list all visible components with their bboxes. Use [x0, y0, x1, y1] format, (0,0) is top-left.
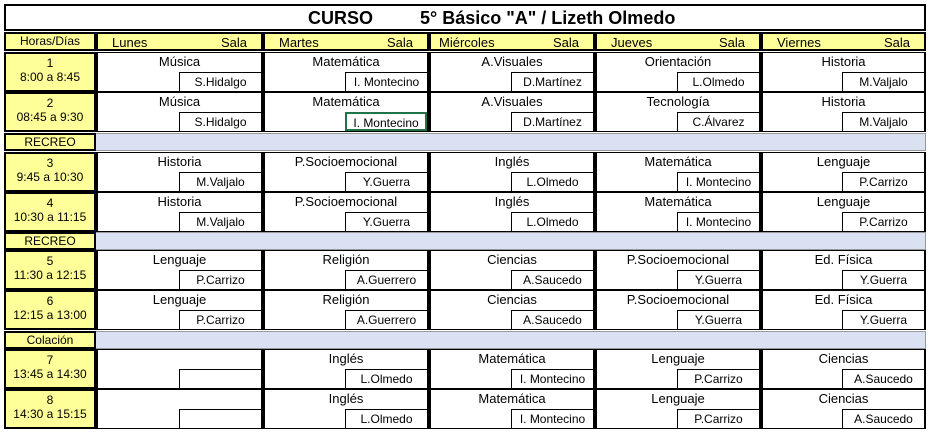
day-label: Martes — [279, 35, 319, 50]
break-band — [96, 232, 926, 250]
block-time-cell[interactable] — [4, 92, 96, 132]
block-time-cell[interactable] — [4, 349, 96, 389]
schedule-slot[interactable] — [96, 52, 263, 92]
schedule-slot[interactable] — [761, 92, 926, 132]
subject-name: Lenguaje — [651, 391, 705, 406]
schedule-slot[interactable] — [761, 290, 926, 330]
teacher-cell[interactable]: D.Martínez — [511, 112, 593, 131]
sala-label: Sala — [220, 35, 247, 50]
teacher-cell[interactable] — [179, 409, 261, 428]
teacher-cell[interactable]: L.Olmedo — [345, 369, 427, 388]
teacher-cell[interactable]: C.Álvarez — [677, 112, 759, 131]
teacher-cell[interactable]: L.Olmedo — [345, 409, 427, 428]
schedule-slot[interactable] — [429, 52, 595, 92]
teacher-cell[interactable]: S.Hidalgo — [179, 112, 261, 131]
day-header-jueves[interactable] — [595, 32, 761, 51]
subject-name: Inglés — [328, 351, 364, 366]
teacher-cell[interactable]: M.Valjalo — [842, 72, 924, 91]
schedule-slot[interactable] — [595, 389, 761, 429]
subject-name: Inglés — [494, 154, 530, 169]
schedule-slot[interactable] — [595, 192, 761, 232]
break-band — [96, 331, 926, 349]
subject-name: Inglés — [328, 391, 364, 406]
schedule-slot[interactable] — [761, 250, 926, 290]
subject-name: Lenguaje — [816, 194, 871, 209]
teacher-cell[interactable]: I. Montecino — [677, 172, 759, 191]
teacher-cell[interactable]: S.Hidalgo — [179, 72, 261, 91]
subject-name: Matemática — [644, 194, 712, 209]
subject-name: Tecnología — [646, 94, 710, 109]
block-number: 7 — [46, 353, 54, 367]
subject-name: Historia — [821, 54, 866, 69]
block-time: 8:00 a 8:45 — [19, 70, 81, 84]
subject-name: P.Socioemocional — [626, 252, 730, 267]
title-label: CURSO — [308, 8, 374, 28]
subject-name: Matemática — [478, 391, 546, 406]
teacher-cell[interactable]: M.Valjalo — [842, 112, 924, 131]
subject-name: P.Socioemocional — [626, 292, 730, 307]
schedule-slot[interactable] — [96, 389, 263, 429]
subject-name: Música — [158, 94, 201, 109]
teacher-cell[interactable]: P.Carrizo — [842, 172, 924, 191]
subject-name: Lenguaje — [816, 154, 871, 169]
block-number: 5 — [46, 254, 54, 268]
schedule-slot[interactable] — [595, 290, 761, 330]
teacher-cell[interactable]: Y.Guerra — [842, 310, 924, 329]
schedule-slot[interactable] — [761, 52, 926, 92]
teacher-cell[interactable]: L.Olmedo — [511, 212, 593, 231]
subject-name: Matemática — [478, 351, 546, 366]
sala-label: Sala — [883, 35, 910, 50]
subject-name: Ciencias — [818, 351, 869, 366]
hours-header[interactable] — [4, 32, 96, 51]
teacher-cell[interactable]: A.Saucedo — [842, 369, 924, 388]
schedule-slot[interactable] — [429, 290, 595, 330]
subject-name: Ciencias — [487, 252, 537, 267]
block-time: 11:30 a 12:15 — [13, 268, 87, 282]
subject-name: Historia — [157, 194, 202, 209]
teacher-cell[interactable]: I. Montecino — [511, 369, 593, 388]
schedule-slot[interactable] — [263, 52, 429, 92]
day-header-viernes[interactable] — [761, 32, 926, 51]
day-header-lunes[interactable] — [96, 32, 263, 51]
subject-name: Lenguaje — [651, 351, 705, 366]
schedule-slot[interactable] — [595, 250, 761, 290]
teacher-cell[interactable]: P.Carrizo — [842, 212, 924, 231]
teacher-cell[interactable]: I. Montecino — [677, 212, 759, 231]
subject-name: Ed. Física — [814, 292, 873, 307]
schedule-slot[interactable] — [96, 290, 263, 330]
teacher-cell[interactable]: A.Saucedo — [842, 409, 924, 428]
block-number: 8 — [46, 393, 54, 407]
schedule-slot[interactable] — [96, 92, 263, 132]
teacher-cell[interactable]: A.Guerrero — [345, 270, 427, 289]
teacher-cell[interactable]: M.Valjalo — [179, 172, 261, 191]
subject-name: Música — [158, 54, 201, 69]
schedule-slot[interactable] — [429, 349, 595, 389]
schedule-title — [4, 4, 926, 31]
day-label: Miércoles — [439, 35, 495, 50]
block-time-cell[interactable] — [4, 250, 96, 290]
block-time-cell[interactable] — [4, 52, 96, 92]
teacher-cell[interactable]: A.Guerrero — [345, 310, 427, 329]
schedule-slot[interactable] — [595, 349, 761, 389]
sala-label: Sala — [718, 35, 745, 50]
schedule-slot[interactable] — [595, 92, 761, 132]
subject-name: Ciencias — [818, 391, 869, 406]
sala-label: Sala — [386, 35, 413, 50]
break-band — [96, 133, 926, 151]
subject-name: Orientación — [644, 54, 712, 69]
schedule-slot[interactable] — [263, 152, 429, 192]
subject-name: Historia — [821, 94, 866, 109]
schedule-slot[interactable] — [263, 389, 429, 429]
block-time: 14:30 a 15:15 — [13, 407, 87, 421]
teacher-cell[interactable]: Y.Guerra — [677, 310, 759, 329]
schedule-slot[interactable] — [96, 152, 263, 192]
schedule-slot[interactable] — [595, 52, 761, 92]
subject-name: Lenguaje — [152, 292, 207, 307]
break-label-cell[interactable]: RECREO — [4, 232, 96, 250]
teacher-cell[interactable]: A.Saucedo — [511, 310, 593, 329]
block-time-cell[interactable] — [4, 290, 96, 330]
schedule-slot[interactable] — [263, 250, 429, 290]
hours-header-label: Horas/Días — [19, 34, 81, 48]
block-number: 3 — [46, 156, 54, 170]
teacher-cell[interactable]: I. Montecino — [345, 112, 427, 131]
schedule-slot[interactable] — [263, 349, 429, 389]
teacher-cell[interactable]: L.Olmedo — [677, 72, 759, 91]
schedule-slot[interactable] — [429, 92, 595, 132]
schedule-slot[interactable] — [96, 192, 263, 232]
day-label: Lunes — [112, 35, 148, 50]
teacher-cell[interactable]: Y.Guerra — [345, 212, 427, 231]
teacher-cell[interactable]: Y.Guerra — [345, 172, 427, 191]
schedule-slot[interactable] — [263, 290, 429, 330]
schedule-slot[interactable] — [263, 192, 429, 232]
block-number: 4 — [46, 196, 54, 210]
block-number: 1 — [46, 56, 54, 70]
subject-name: Religión — [322, 252, 370, 267]
schedule-slot[interactable] — [429, 250, 595, 290]
sala-label: Sala — [552, 35, 579, 50]
teacher-cell[interactable]: P.Carrizo — [179, 270, 261, 289]
subject-name: Inglés — [494, 194, 530, 209]
teacher-cell[interactable]: I. Montecino — [511, 409, 593, 428]
teacher-cell[interactable]: L.Olmedo — [511, 172, 593, 191]
teacher-cell[interactable]: P.Carrizo — [677, 369, 759, 388]
schedule-slot[interactable] — [761, 349, 926, 389]
teacher-cell[interactable]: D.Martínez — [511, 72, 593, 91]
block-time-cell[interactable] — [4, 389, 96, 429]
break-label-cell[interactable]: RECREO — [4, 133, 96, 151]
teacher-cell[interactable]: Y.Guerra — [842, 270, 924, 289]
block-number: 2 — [46, 96, 54, 110]
teacher-cell[interactable] — [179, 369, 261, 388]
block-time: 9:45 a 10:30 — [16, 170, 84, 184]
subject-name: A.Visuales — [481, 94, 543, 109]
teacher-cell[interactable]: A.Saucedo — [511, 270, 593, 289]
schedule-slot[interactable] — [429, 152, 595, 192]
schedule-slot[interactable] — [96, 250, 263, 290]
block-time-cell[interactable] — [4, 152, 96, 192]
day-header-miercoles[interactable] — [429, 32, 595, 51]
subject-name: Ciencias — [487, 292, 537, 307]
subject-name: Matemática — [312, 94, 380, 109]
teacher-cell[interactable]: Y.Guerra — [677, 270, 759, 289]
day-header-martes[interactable] — [263, 32, 429, 51]
block-time-cell[interactable] — [4, 192, 96, 232]
teacher-cell[interactable]: M.Valjalo — [179, 212, 261, 231]
subject-name: Historia — [157, 154, 202, 169]
subject-name: A.Visuales — [481, 54, 543, 69]
schedule-slot[interactable] — [429, 192, 595, 232]
block-number: 6 — [46, 294, 54, 308]
subject-name: Lenguaje — [152, 252, 207, 267]
subject-name: Matemática — [644, 154, 712, 169]
teacher-cell[interactable]: P.Carrizo — [677, 409, 759, 428]
subject-name: Religión — [322, 292, 370, 307]
schedule-slot[interactable] — [96, 349, 263, 389]
subject-name: Matemática — [312, 54, 380, 69]
block-time: 12:15 a 13:00 — [13, 308, 87, 322]
block-time: 13:45 a 14:30 — [13, 367, 87, 381]
block-time: 08:45 a 9:30 — [16, 110, 84, 124]
schedule-slot[interactable] — [595, 152, 761, 192]
day-label: Jueves — [611, 35, 653, 50]
break-label-cell[interactable]: Colación — [4, 331, 96, 349]
block-time: 10:30 a 11:15 — [13, 210, 87, 224]
schedule-slot[interactable] — [761, 389, 926, 429]
day-label: Viernes — [777, 35, 821, 50]
schedule-slot[interactable] — [761, 152, 926, 192]
subject-name: P.Socioemocional — [294, 154, 398, 169]
teacher-cell[interactable]: I. Montecino — [345, 72, 427, 91]
teacher-cell[interactable]: P.Carrizo — [179, 310, 261, 329]
subject-name: P.Socioemocional — [294, 194, 398, 209]
course-name: 5° Básico "A" / Lizeth Olmedo — [420, 8, 676, 28]
schedule-slot[interactable] — [263, 92, 429, 132]
schedule-slot[interactable] — [429, 389, 595, 429]
subject-name: Ed. Física — [814, 252, 873, 267]
schedule-slot[interactable] — [761, 192, 926, 232]
